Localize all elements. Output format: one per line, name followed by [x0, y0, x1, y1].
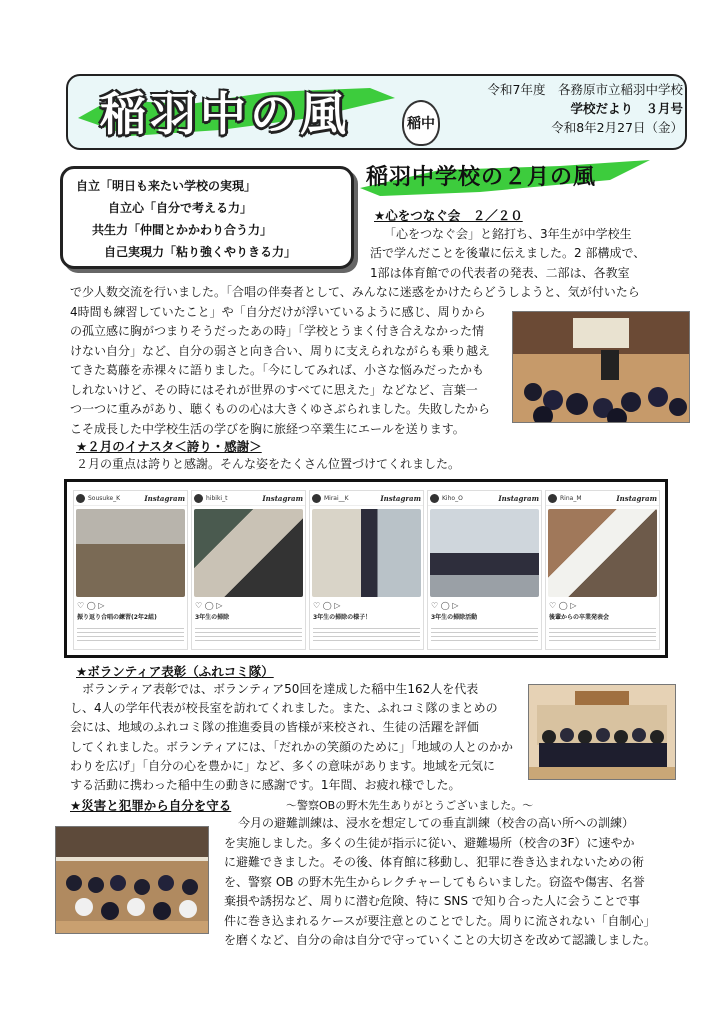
avatar: [76, 494, 85, 503]
school-name: 令和7年度 各務原市立稲羽中学校: [487, 82, 683, 97]
issue-label: 学校だより ３月号: [570, 101, 683, 116]
post-text: [313, 625, 420, 641]
avatar: [548, 494, 557, 503]
evacuation-drill-photo: [55, 826, 209, 934]
instagram-logo: Instagram: [498, 493, 539, 503]
post-username: Mirai__K: [324, 494, 349, 502]
post-image: [430, 509, 539, 597]
goal-item: 自己実現力「粘り強くやりきる力」: [104, 245, 297, 259]
newsletter-title: 稲羽中の風: [100, 87, 350, 141]
article-text-line: ボランティア表彰では、ボランティア50回を達成した稲中生162人を代表: [82, 682, 479, 696]
article-text-line: を実施しました。多くの生徒が指示に従い、避難場所（校舎の3F）に速やか: [224, 836, 635, 850]
article-heading-insta: ★２月のイナスタ＜誇り・感謝＞: [76, 439, 262, 454]
post-text: [549, 625, 656, 641]
article-text-line: 棄損や誘拐など、周りに潜む危険、特に SNS で知り合った人に会うことで事: [224, 894, 640, 908]
avatar: [430, 494, 439, 503]
instagram-logo: Instagram: [262, 493, 303, 503]
instagram-collage: [64, 479, 668, 658]
article-text-line: で少人数交流を行いました。「合唱の伴奏者として、みんなに迷惑をかけたらどうしようと、気が付いたら: [70, 285, 640, 299]
post-image: [548, 509, 657, 597]
post-actions: ♡ ◯ ▷: [313, 600, 341, 610]
post-text: [77, 625, 184, 641]
article-text-line: 活で学んだことを後輩に伝えました。2 部構成で、: [370, 246, 646, 260]
article-text-line: に避難できました。その後、体育館に移動し、犯罪に巻き込まれないための術: [224, 855, 645, 869]
article-text-line: こそ成長した中学校生活の学びを胸に旅経つ卒業生にエールを送ります。: [70, 422, 465, 436]
post-text: [195, 625, 302, 641]
article-heading-volunteer: ★ボランティア表彰（ふれコミ隊）: [76, 664, 274, 679]
article-text-line: し、4人の学年代表が校長室を訪れてくれました。また、ふれコミ隊のまとめの: [70, 701, 498, 715]
assembly-photo: [512, 311, 690, 423]
post-text: [431, 625, 538, 641]
post-username: Sousuke_K: [88, 494, 121, 502]
post-actions: ♡ ◯ ▷: [549, 600, 577, 610]
post-actions: ♡ ◯ ▷: [431, 600, 459, 610]
article-text-line: 今月の避難訓練は、浸水を想定しての垂直訓練（校舎の高い所への訓練）: [238, 816, 635, 830]
post-image: [312, 509, 421, 597]
article-text-line: つ一つに重みがあり、聴くものの心は大きくゆさぶられました。失敗したから: [70, 402, 491, 416]
article-text-line: けない自分」など、自分の弱さと向き合い、周りに支えられながらも乗り越え: [70, 344, 491, 358]
instagram-post: [309, 490, 424, 650]
instagram-post: [545, 490, 660, 650]
post-username: Rina_M: [560, 494, 582, 502]
goal-item: 共生力「仲間とかかわり合う力」: [92, 223, 273, 237]
instagram-logo: Instagram: [380, 493, 421, 503]
article-text-line: を、警察 OB の野木先生からレクチャーしてもらいました。窃盗や傷害、名誉: [224, 875, 645, 889]
post-username: Kiho_O: [442, 494, 463, 502]
article-heading-safety: ★災害と犯罪から自分を守る: [70, 798, 232, 813]
instagram-logo: Instagram: [144, 493, 185, 503]
post-actions: ♡ ◯ ▷: [77, 600, 105, 610]
issue-date: 令和8年2月27日（金）: [551, 120, 683, 135]
post-caption: 後輩からの卒業発表会: [549, 614, 610, 621]
article-text-line: 会には、地域のふれコミ隊の推進委員の皆様が来校され、生徒の活躍を評価: [70, 720, 479, 734]
post-caption: 3年生の掃除活動: [431, 614, 478, 621]
article-text-line: 件に巻き込まれるケースが要注意とのことでした。周りに流されない「自制心」: [224, 914, 656, 928]
goal-item: 自立「明日も来たい学校の実現」: [76, 179, 257, 193]
article-text-line: しれないけど、その時にはそれが世界のすべてに思えた」などなど、言葉一: [70, 383, 478, 397]
article-text-line: を磨くなど、自分の命は自分で守っていくことの大切さを改めて認識しました。: [224, 933, 657, 947]
avatar: [194, 494, 203, 503]
post-username: hibiki_t: [206, 494, 228, 502]
article-heading-kokoro: ★心をつなぐ会 ２／２０: [374, 208, 523, 223]
instagram-logo: Instagram: [616, 493, 657, 503]
article-text-line: てきた葛藤を赤裸々に語りました。「今にしてみれば、小さな悩みだったかも: [70, 363, 485, 377]
article-text-line: 「心をつなぐ会」と銘打ち、3年生が中学校生: [384, 227, 632, 241]
post-image: [76, 509, 185, 597]
post-caption: 振り返り合唱の練習(2年2組): [77, 614, 157, 621]
post-caption: 3年生の掃除の様子！: [313, 614, 372, 621]
instagram-post: [191, 490, 306, 650]
volunteer-group-photo: [528, 684, 676, 780]
article-text-line: ２月の重点は誇りと感謝。そんな姿をたくさん位置づけてくれました。: [76, 457, 461, 471]
article-text-line: 4時間も練習していたこと」や「自分だけが浮いているように感じ、周りから: [70, 305, 486, 319]
goal-item: 自立心「自分で考える力」: [108, 201, 253, 215]
instagram-post: [427, 490, 542, 650]
article-text-line: 1部は体育館での代表者の発表、二部は、各教室: [370, 266, 630, 280]
post-actions: ♡ ◯ ▷: [195, 600, 223, 610]
avatar: [312, 494, 321, 503]
article-text-line: の孤立感に胸がつまりそうだったあの時」「学校とうまく付き合えなかった情: [70, 324, 485, 338]
article-text-line: してくれました。ボランティアには、「だれかの笑顔のために」「地域の人とのかか: [70, 740, 514, 754]
thanks-note: ～警察OBの野木先生ありがとうございました。～: [286, 799, 534, 812]
post-caption: 3年生の掃除: [195, 614, 230, 621]
article-text-line: する活動に携わった稲中生の動きに感謝です。1年間、お疲れ様でした。: [70, 778, 461, 792]
post-image: [194, 509, 303, 597]
school-emblem: 稲中: [402, 100, 440, 146]
section-title: 稲羽中学校の２月の風: [366, 164, 597, 190]
article-text-line: わりを広げ」「自分の心を豊かに」など、多くの意味があります。地域を元気に: [70, 759, 496, 773]
instagram-post: [73, 490, 188, 650]
